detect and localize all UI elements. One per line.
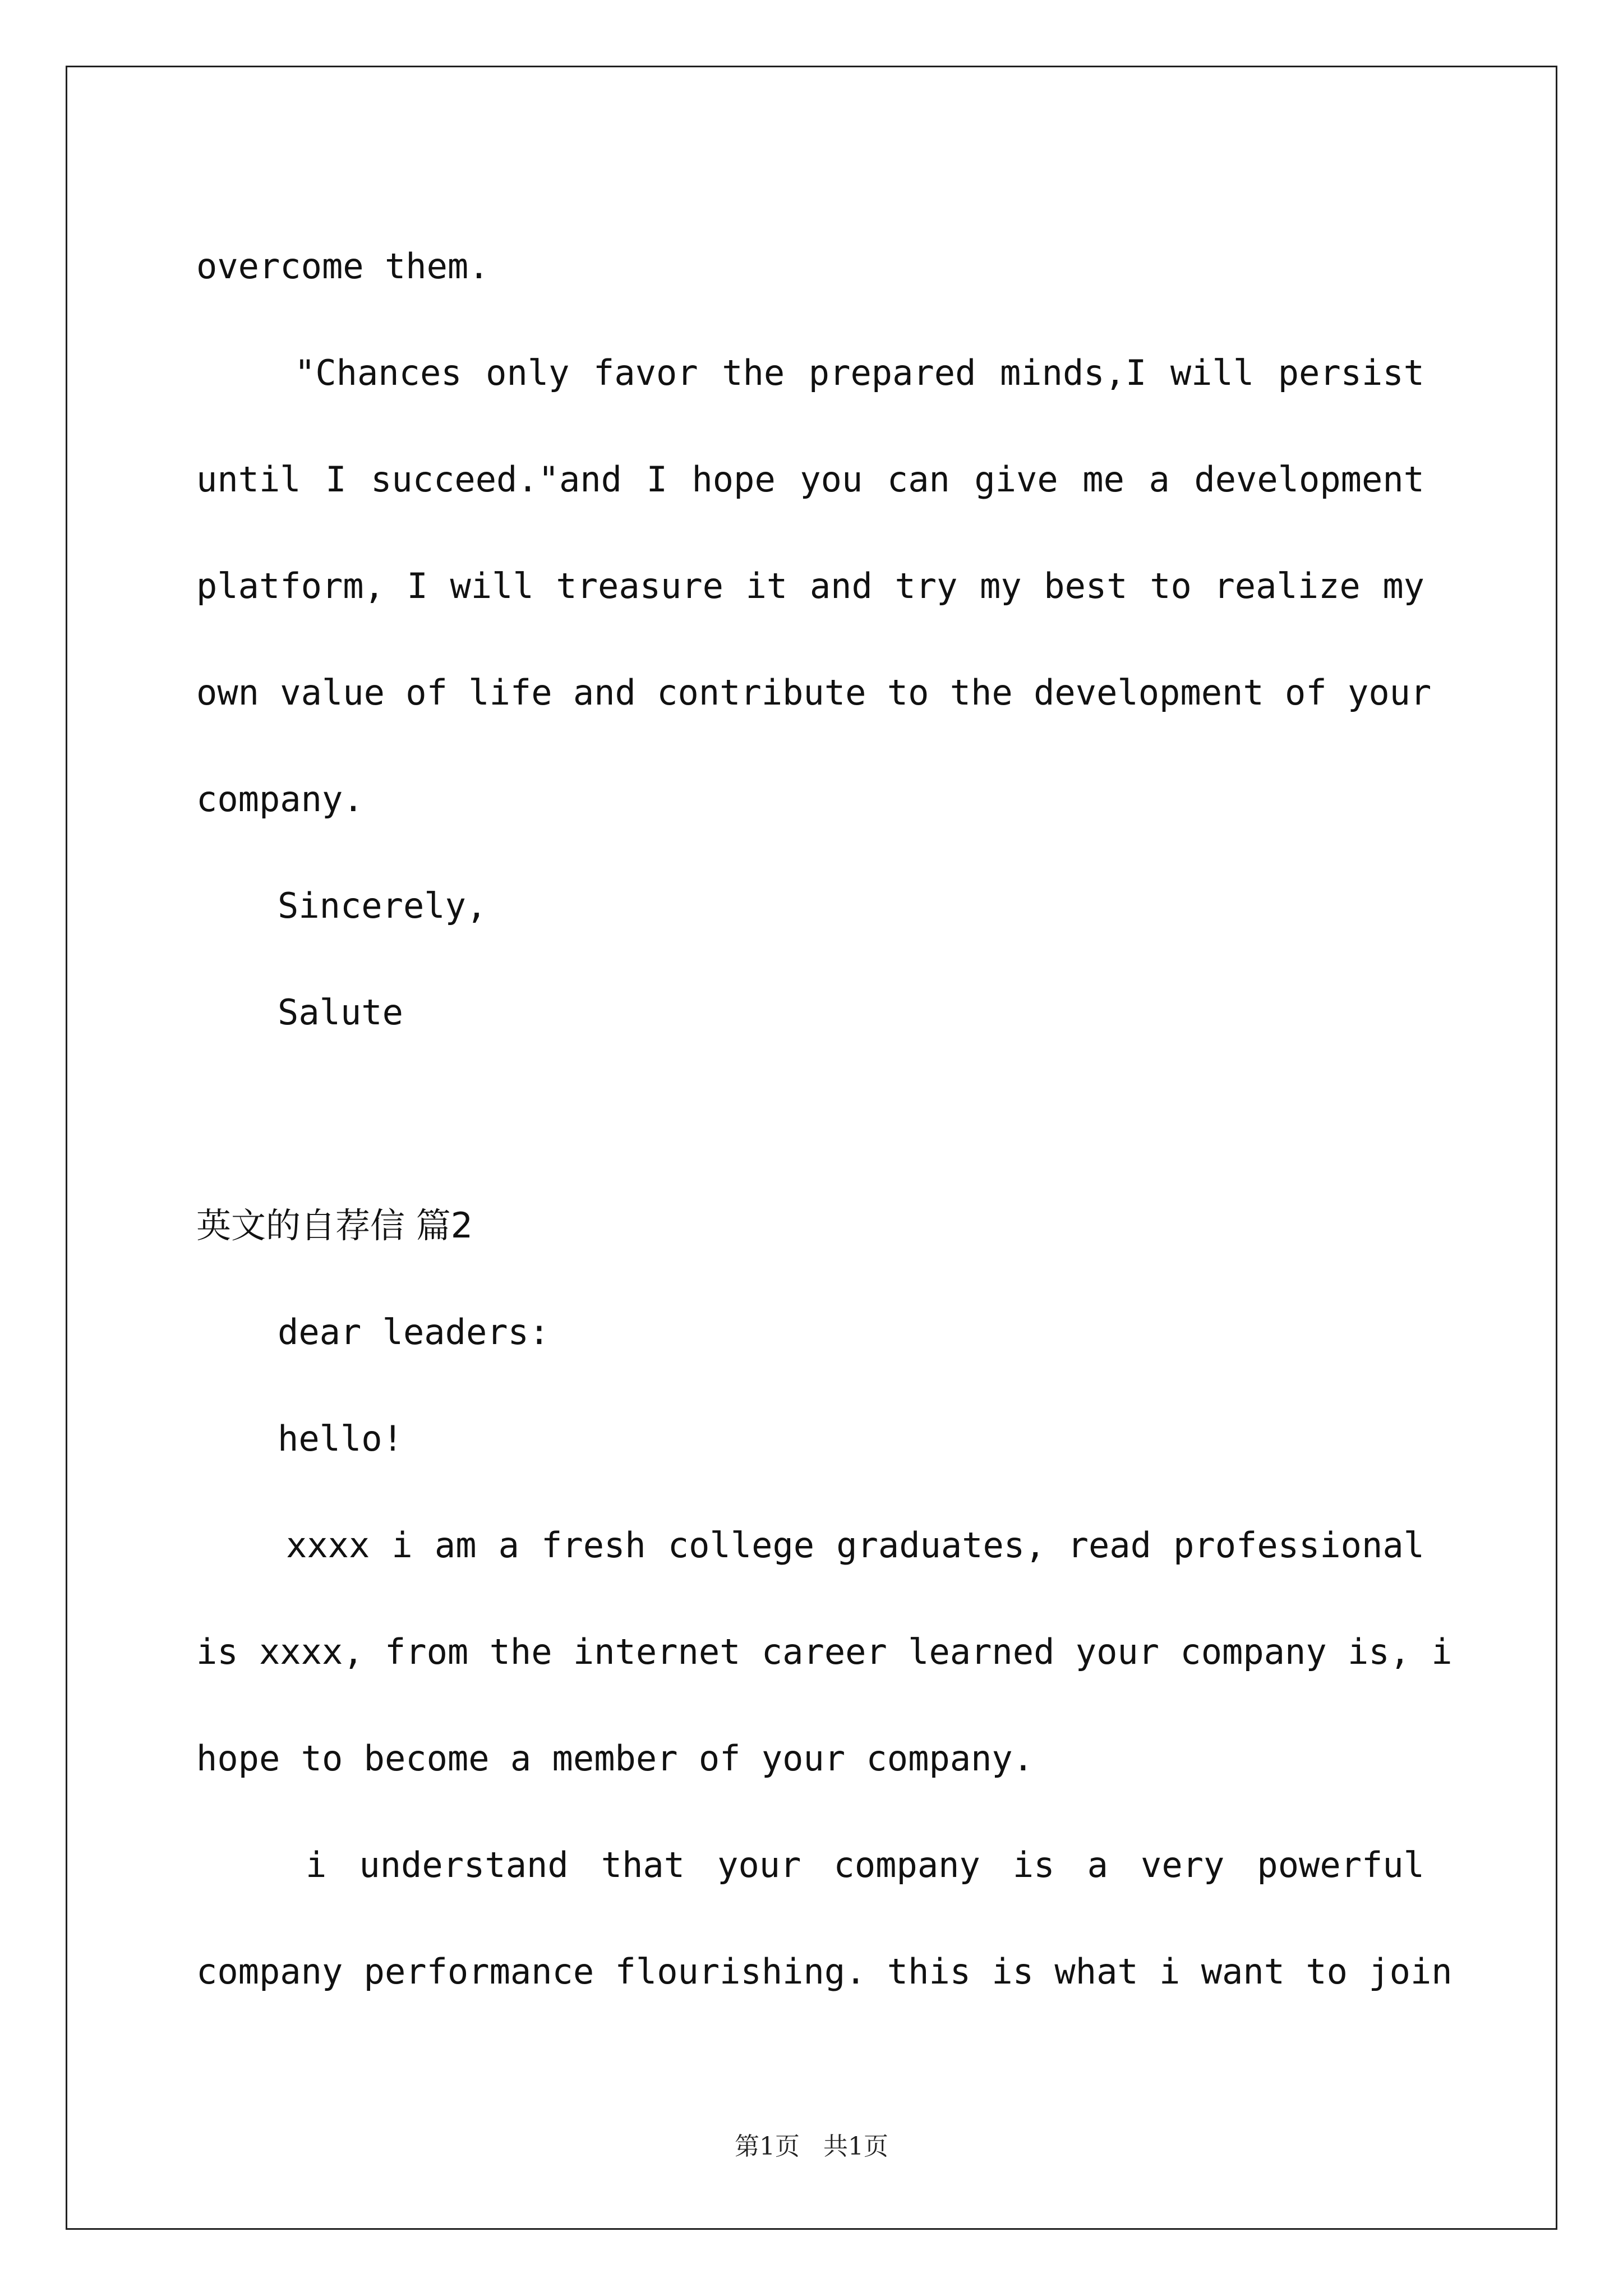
text-line: "Chances only favor the prepared minds,I will persist	[294, 352, 1424, 393]
text-line: company.	[196, 779, 364, 820]
text-line: platform, I will treasure it and try my best to realize my	[196, 565, 1424, 606]
page-footer	[0, 2126, 1623, 2162]
spacer	[196, 1066, 1424, 1172]
page-total: 共1页	[823, 2132, 888, 2161]
greeting: hello!	[278, 1418, 403, 1459]
text-line: company performance flourishing. this is what i want to join	[196, 1951, 1453, 1992]
page-number: 第1页	[735, 2132, 800, 2161]
text-line: i understand that your company is a very powerful	[306, 1844, 1424, 1885]
document-body	[196, 213, 1453, 2025]
closing-salute: Salute	[278, 992, 403, 1033]
closing-sincerely: Sincerely,	[278, 885, 487, 926]
text-line: until I succeed."and I hope you can give me a development	[196, 459, 1424, 500]
salutation: dear leaders:	[278, 1312, 550, 1352]
text-line: xxxx i am a fresh college graduates, read professional	[286, 1525, 1424, 1566]
text-line: overcome them.	[196, 246, 490, 287]
section-heading: 英文的自荐信 篇2	[196, 1205, 473, 1246]
text-line: is xxxx, from the internet career learned your company is, i	[196, 1631, 1453, 1672]
text-line: hope to become a member of your company.	[196, 1738, 1034, 1779]
text-line: own value of life and contribute to the development of your	[196, 672, 1432, 713]
